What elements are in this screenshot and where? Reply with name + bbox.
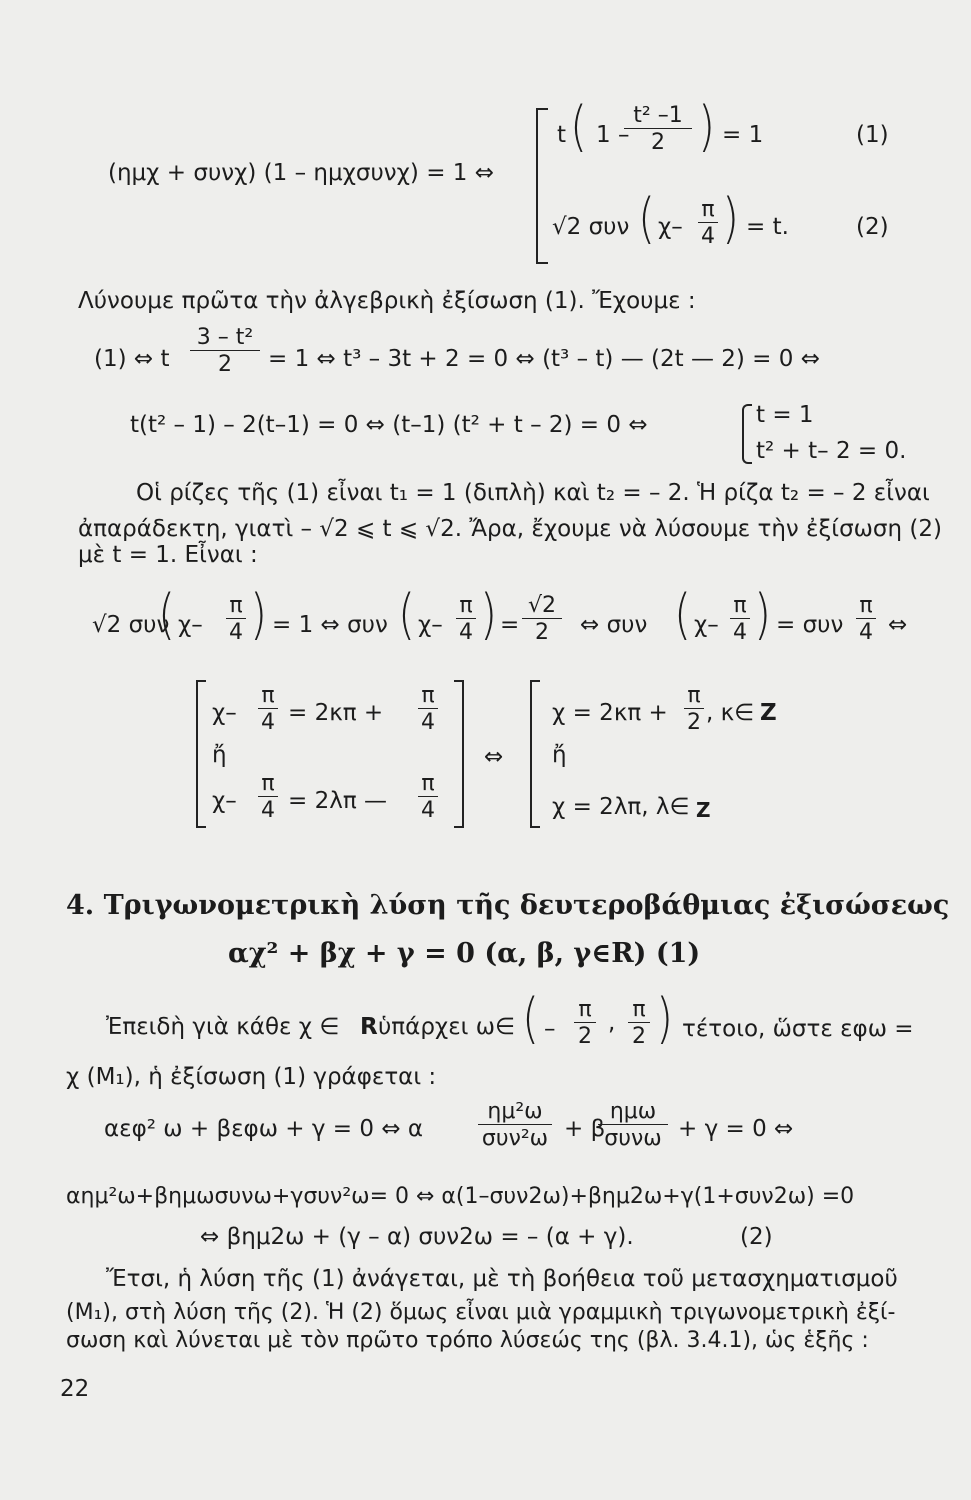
page-number: 22 <box>60 1376 90 1402</box>
paragraph-2-line-2: ἀπαράδεκτη, γιατὶ – √2 ⩽ t ⩽ √2. Ἄρα, ἔχουμε νὰ λύσουμε τὴν ἐξίσωση (2) <box>78 516 942 542</box>
paragraph-1: Λύνουμε πρῶτα τὴν ἀλγεβρικὴ ἐξίσωση (1). Ἔχουμε : <box>78 288 696 314</box>
eq3-lhs: t(t² – 1) – 2(t–1) = 0 ⇔ (t–1) (t² + t – 2) = 0 ⇔ <box>130 412 648 438</box>
pi-over-4: π 4 <box>730 594 750 644</box>
sys1-tag: (1) <box>856 122 889 148</box>
system-brace <box>536 108 548 264</box>
sys1-num: t² –1 <box>633 103 683 128</box>
eq7: αημ²ω+βημωσυνω+γσυν²ω= 0 ⇔ α(1–συν2ω)+βημ2ω+γ(1+συν2ω) =0 <box>66 1184 855 1209</box>
sys2-fraction <box>698 198 718 248</box>
eq-top-lhs: (ημχ + συνχ) (1 – ημχσυνχ) = 1 ⇔ <box>108 160 494 186</box>
section-heading-equation: αχ² + βχ + γ = 0 (α, β, γ∈R) (1) <box>228 938 701 969</box>
eq8: ⇔ βημ2ω + (γ – α) συν2ω = – (α + γ). <box>200 1224 634 1250</box>
sys1-one-minus: 1 – <box>596 122 630 148</box>
four: 4 <box>701 224 715 250</box>
paren-right: ) <box>698 95 715 158</box>
paragraph-2-line-3: μὲ t = 1. Εἶναι : <box>78 542 258 568</box>
paren-left: ( <box>570 95 587 158</box>
paren-right: ) <box>722 187 739 250</box>
sys2-x: χ– <box>658 214 683 240</box>
sys1-rhs: = 1 <box>722 122 764 148</box>
sys1-t: t <box>557 122 567 148</box>
sys2-tag: (2) <box>856 214 889 240</box>
paragraph-4-line-1: Ἔτσι, ἡ λύση τῆς (1) ἀνάγεται, μὲ τὴ βοήθεια τοῦ μετασχηματισμοῦ <box>106 1266 898 1292</box>
pi-over-4: π 4 <box>856 594 876 644</box>
eq2-lhs: (1) ⇔ t <box>94 346 170 372</box>
paragraph-4-line-2: (M₁), στὴ λύση τῆς (2). Ἡ (2) ὅμως εἶναι μιὰ γραμμικὴ τριγωνομετρικὴ ἐξί- <box>66 1300 896 1325</box>
paragraph-4-line-3: σωση καὶ λύνεται μὲ τὸν πρῶτο τρόπο λύσεώς της (βλ. 3.4.1), ὡς ἑξῆς : <box>66 1328 869 1353</box>
eq4-a: √2 συν <box>92 612 170 638</box>
paren-left: ( <box>638 187 655 250</box>
section-heading: 4. Τριγωνομετρικὴ λύση τῆς δευτεροβάθμιας ἐξισώσεως <box>66 890 950 921</box>
paragraph-2-line-1: Οἱ ρίζες τῆς (1) εἶναι t₁ = 1 (διπλὴ) καὶ t₂ = – 2. Ἡ ρίζα t₂ = – 2 εἶναι <box>136 480 930 506</box>
cases-brace <box>742 404 752 464</box>
eq8-tag: (2) <box>740 1224 773 1250</box>
sys1-den: 2 <box>651 130 665 156</box>
right-system-brace <box>530 680 540 828</box>
eq2-rhs: = 1 ⇔ t³ – 3t + 2 = 0 ⇔ (t³ – t) — (2t — 2) = 0 ⇔ <box>268 346 820 372</box>
sys2-lhs: √2 συν <box>552 214 630 240</box>
left-bracket <box>196 680 206 828</box>
eq2-fraction: 3 – t² 2 <box>190 326 260 376</box>
sys2-rhs: = t. <box>746 214 789 240</box>
pi-over-4: π 4 <box>226 594 246 644</box>
sys1-fraction <box>624 104 692 154</box>
eq3-case1: t = 1 <box>756 402 814 428</box>
eq3-case2: t² + t– 2 = 0. <box>756 438 907 464</box>
sqrt2-over-2: √2 2 <box>522 594 562 644</box>
pi-over-4: π 4 <box>456 594 476 644</box>
pi: π <box>701 197 715 222</box>
right-bracket <box>454 680 464 828</box>
